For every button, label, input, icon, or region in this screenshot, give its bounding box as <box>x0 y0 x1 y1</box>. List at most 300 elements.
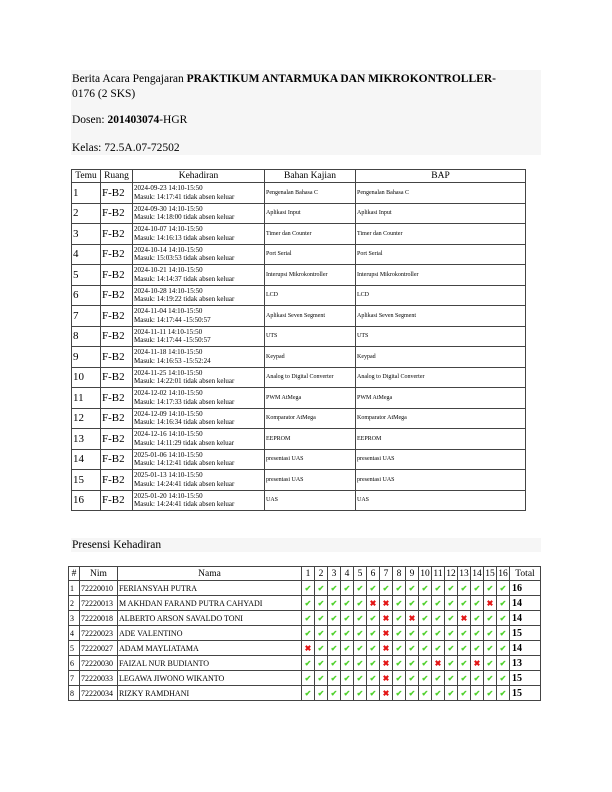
present-check-icon: ✔ <box>393 581 406 596</box>
session-bap: Analog to Digital Converter <box>356 367 526 388</box>
col-meeting-11: 11 <box>433 568 443 579</box>
dosen-line <box>72 113 187 127</box>
student-nim: 72220013 <box>80 596 118 611</box>
present-check-icon: ✔ <box>497 626 510 641</box>
session-bap: presentasi UAS <box>356 449 526 470</box>
session-kehadiran <box>133 224 265 245</box>
session-kehadiran <box>133 265 265 286</box>
session-bahan-kajian: Aplikasi Seven Segment <box>265 306 356 327</box>
session-row <box>72 183 526 204</box>
present-check-icon: ✔ <box>419 626 432 641</box>
present-check-icon: ✔ <box>458 656 471 671</box>
session-masuk: Masuk: 14:16:34 tidak absen keluar <box>134 418 235 427</box>
session-kehadiran <box>133 347 265 368</box>
student-name: ADAM MAYLIATAMA <box>118 641 302 656</box>
present-check-icon: ✔ <box>458 686 471 701</box>
session-kehadiran <box>133 183 265 204</box>
session-bahan-kajian: Komparator AtMega <box>265 408 356 429</box>
student-total: 16 <box>510 581 541 596</box>
present-check-icon: ✔ <box>393 671 406 686</box>
present-check-icon: ✔ <box>393 626 406 641</box>
session-masuk: Masuk: 14:16:53 -15:52:24 <box>134 356 211 365</box>
student-total: 15 <box>510 686 541 701</box>
student-name: FERIANSYAH PUTRA <box>118 581 302 596</box>
present-check-icon: ✔ <box>354 686 367 701</box>
col-ruang: Ruang <box>101 170 133 183</box>
session-masuk: Masuk: 14:16:13 tidak absen keluar <box>134 233 235 242</box>
header-panel <box>71 70 541 155</box>
session-bap: UTS <box>356 326 526 347</box>
session-time: 2024-10-07 14:10-15:50 <box>134 225 203 234</box>
session-bap: Komparator AtMega <box>356 408 526 429</box>
session-masuk: Masuk: 14:22:01 tidak absen keluar <box>134 377 235 386</box>
present-check-icon: ✔ <box>328 596 341 611</box>
session-bap: LCD <box>356 285 526 306</box>
session-bap: Aplikasi Input <box>356 203 526 224</box>
session-masuk: Masuk: 14:14:37 tidak absen keluar <box>134 274 235 283</box>
student-no: 4 <box>69 626 80 641</box>
session-masuk: Masuk: 14:11:29 tidak absen keluar <box>134 438 235 447</box>
session-masuk: Masuk: 14:19:22 tidak absen keluar <box>134 295 235 304</box>
absent-cross-icon: ✖ <box>302 641 315 656</box>
session-time: 2024-09-23 14:10-15:50 <box>134 184 203 193</box>
session-kehadiran <box>133 367 265 388</box>
student-nim: 72220033 <box>80 671 118 686</box>
present-check-icon: ✔ <box>328 686 341 701</box>
session-time: 2024-11-18 14:10-15:50 <box>134 348 203 357</box>
col-total: Total <box>510 567 541 581</box>
session-ruang: F-B2 <box>101 326 133 347</box>
col-bahan-kajian: Bahan Kajian <box>265 170 356 183</box>
session-temu: 2 <box>72 203 101 224</box>
session-kehadiran <box>133 306 265 327</box>
present-check-icon: ✔ <box>484 581 497 596</box>
present-check-icon: ✔ <box>302 611 315 626</box>
present-check-icon: ✔ <box>484 641 497 656</box>
absent-cross-icon: ✖ <box>380 686 393 701</box>
present-check-icon: ✔ <box>341 626 354 641</box>
col-meeting-3: 3 <box>328 567 341 581</box>
present-check-icon: ✔ <box>432 641 445 656</box>
present-check-icon: ✔ <box>497 686 510 701</box>
present-check-icon: ✔ <box>497 581 510 596</box>
present-check-icon: ✔ <box>354 611 367 626</box>
student-nim: 72220030 <box>80 656 118 671</box>
present-check-icon: ✔ <box>406 641 419 656</box>
absent-cross-icon: ✖ <box>380 626 393 641</box>
absent-cross-icon: ✖ <box>458 611 471 626</box>
session-bahan-kajian: UAS <box>265 490 356 511</box>
present-check-icon: ✔ <box>458 641 471 656</box>
attendance-section-title: Presensi Kehadiran <box>72 539 162 551</box>
attendance-row <box>69 611 541 626</box>
student-nim: 72220010 <box>80 581 118 596</box>
col-meeting-6: 6 <box>367 567 380 581</box>
student-total: 14 <box>510 641 541 656</box>
present-check-icon: ✔ <box>445 686 458 701</box>
col-kehadiran: Kehadiran <box>133 170 265 183</box>
present-check-icon: ✔ <box>328 671 341 686</box>
student-no: 1 <box>69 581 80 596</box>
session-bap: UAS <box>356 490 526 511</box>
session-bahan-kajian: Interupsi Mikrokontroller <box>265 265 356 286</box>
present-check-icon: ✔ <box>354 671 367 686</box>
present-check-icon: ✔ <box>432 626 445 641</box>
attendance-row <box>69 641 541 656</box>
session-time: 2024-12-02 14:10-15:50 <box>134 389 203 398</box>
present-check-icon: ✔ <box>445 641 458 656</box>
student-no: 7 <box>69 671 80 686</box>
student-total: 14 <box>510 596 541 611</box>
present-check-icon: ✔ <box>315 581 328 596</box>
present-check-icon: ✔ <box>393 596 406 611</box>
session-temu: 10 <box>72 367 101 388</box>
session-row <box>72 326 526 347</box>
student-no: 3 <box>69 611 80 626</box>
present-check-icon: ✔ <box>471 686 484 701</box>
absent-cross-icon: ✖ <box>380 671 393 686</box>
session-masuk: Masuk: 15:03:53 tidak absen keluar <box>134 254 235 263</box>
student-nim: 72220027 <box>80 641 118 656</box>
session-row <box>72 429 526 450</box>
present-check-icon: ✔ <box>315 626 328 641</box>
session-row <box>72 470 526 491</box>
session-bap: Port Serial <box>356 244 526 265</box>
present-check-icon: ✔ <box>406 581 419 596</box>
present-check-icon: ✔ <box>341 596 354 611</box>
present-check-icon: ✔ <box>341 671 354 686</box>
col-meeting-12: 12 <box>446 568 456 579</box>
present-check-icon: ✔ <box>315 641 328 656</box>
present-check-icon: ✔ <box>341 686 354 701</box>
session-row <box>72 408 526 429</box>
present-check-icon: ✔ <box>315 671 328 686</box>
session-bahan-kajian: presentasi UAS <box>265 470 356 491</box>
col-meeting-2: 2 <box>315 567 328 581</box>
student-no: 6 <box>69 656 80 671</box>
session-bap: EEPROM <box>356 429 526 450</box>
dosen-id: 201403074 <box>107 114 160 126</box>
present-check-icon: ✔ <box>406 626 419 641</box>
present-check-icon: ✔ <box>367 656 380 671</box>
absent-cross-icon: ✖ <box>406 611 419 626</box>
session-bap: presentasi UAS <box>356 470 526 491</box>
absent-cross-icon: ✖ <box>380 611 393 626</box>
attendance-table <box>68 566 541 701</box>
session-time: 2024-10-21 14:10-15:50 <box>134 266 203 275</box>
session-kehadiran <box>133 388 265 409</box>
dosen-suffix: -HGR <box>159 114 188 126</box>
col-bap: BAP <box>356 170 526 183</box>
session-ruang: F-B2 <box>101 449 133 470</box>
kelas-line <box>72 141 180 155</box>
col-meeting-8: 8 <box>393 567 406 581</box>
present-check-icon: ✔ <box>484 671 497 686</box>
present-check-icon: ✔ <box>445 671 458 686</box>
attendance-header-row <box>69 567 541 581</box>
student-total: 15 <box>510 671 541 686</box>
session-masuk: Masuk: 14:18:00 tidak absen keluar <box>134 213 235 222</box>
absent-cross-icon: ✖ <box>380 641 393 656</box>
absent-cross-icon: ✖ <box>484 596 497 611</box>
session-ruang: F-B2 <box>101 470 133 491</box>
present-check-icon: ✔ <box>484 656 497 671</box>
session-kehadiran <box>133 408 265 429</box>
present-check-icon: ✔ <box>484 686 497 701</box>
session-bahan-kajian: Analog to Digital Converter <box>265 367 356 388</box>
session-bahan-kajian: Pengenalan Bahasa C <box>265 183 356 204</box>
session-masuk: Masuk: 14:12:41 tidak absen keluar <box>134 459 235 468</box>
present-check-icon: ✔ <box>458 596 471 611</box>
present-check-icon: ✔ <box>484 611 497 626</box>
session-masuk: Masuk: 14:24:41 tidak absen keluar <box>134 479 235 488</box>
session-temu: 9 <box>72 347 101 368</box>
col-meeting-16: 16 <box>498 568 508 579</box>
session-masuk: Masuk: 14:24:41 tidak absen keluar <box>134 500 235 509</box>
session-ruang: F-B2 <box>101 285 133 306</box>
present-check-icon: ✔ <box>419 686 432 701</box>
present-check-icon: ✔ <box>367 671 380 686</box>
present-check-icon: ✔ <box>315 686 328 701</box>
kelas-label: Kelas: <box>72 142 105 154</box>
present-check-icon: ✔ <box>471 596 484 611</box>
present-check-icon: ✔ <box>445 656 458 671</box>
col-no: # <box>69 567 80 581</box>
present-check-icon: ✔ <box>445 626 458 641</box>
absent-cross-icon: ✖ <box>471 656 484 671</box>
session-temu: 7 <box>72 306 101 327</box>
present-check-icon: ✔ <box>432 611 445 626</box>
present-check-icon: ✔ <box>302 656 315 671</box>
session-bahan-kajian: presentasi UAS <box>265 449 356 470</box>
session-ruang: F-B2 <box>101 203 133 224</box>
present-check-icon: ✔ <box>302 626 315 641</box>
session-temu: 12 <box>72 408 101 429</box>
kelas-value: 72.5A.07-72502 <box>104 142 180 154</box>
present-check-icon: ✔ <box>393 656 406 671</box>
session-bahan-kajian: LCD <box>265 285 356 306</box>
session-ruang: F-B2 <box>101 183 133 204</box>
session-masuk: Masuk: 14:17:33 tidak absen keluar <box>134 397 235 406</box>
session-row <box>72 449 526 470</box>
student-nim: 72220034 <box>80 686 118 701</box>
present-check-icon: ✔ <box>458 626 471 641</box>
session-ruang: F-B2 <box>101 408 133 429</box>
present-check-icon: ✔ <box>432 596 445 611</box>
col-meeting-13: 13 <box>459 568 469 579</box>
present-check-icon: ✔ <box>380 581 393 596</box>
col-meeting-14: 14 <box>472 568 482 579</box>
present-check-icon: ✔ <box>458 671 471 686</box>
session-row <box>72 490 526 511</box>
student-no: 2 <box>69 596 80 611</box>
present-check-icon: ✔ <box>471 641 484 656</box>
present-check-icon: ✔ <box>328 626 341 641</box>
document-title <box>72 72 496 86</box>
title-prefix: Berita Acara Pengajaran <box>72 73 187 85</box>
session-time: 2025-01-20 14:10-15:50 <box>134 491 203 500</box>
student-nim: 72220023 <box>80 626 118 641</box>
student-no: 8 <box>69 686 80 701</box>
dosen-label: Dosen: <box>72 114 108 126</box>
present-check-icon: ✔ <box>419 611 432 626</box>
col-meeting-9: 9 <box>406 567 419 581</box>
col-temu: Temu <box>72 170 101 183</box>
col-nama: Nama <box>118 567 302 581</box>
session-kehadiran <box>133 449 265 470</box>
student-name: LEGAWA JIWONO WIKANTO <box>118 671 302 686</box>
session-time: 2024-11-25 14:10-15:50 <box>134 368 203 377</box>
session-bap: Timer dan Counter <box>356 224 526 245</box>
session-temu: 6 <box>72 285 101 306</box>
session-bahan-kajian: Aplikasi Input <box>265 203 356 224</box>
present-check-icon: ✔ <box>406 671 419 686</box>
session-kehadiran <box>133 203 265 224</box>
session-ruang: F-B2 <box>101 388 133 409</box>
session-bahan-kajian: Timer dan Counter <box>265 224 356 245</box>
present-check-icon: ✔ <box>393 611 406 626</box>
session-kehadiran <box>133 244 265 265</box>
present-check-icon: ✔ <box>497 671 510 686</box>
session-temu: 13 <box>72 429 101 450</box>
session-time: 2024-12-16 14:10-15:50 <box>134 430 203 439</box>
session-bahan-kajian: Port Serial <box>265 244 356 265</box>
present-check-icon: ✔ <box>445 596 458 611</box>
present-check-icon: ✔ <box>354 626 367 641</box>
present-check-icon: ✔ <box>393 686 406 701</box>
present-check-icon: ✔ <box>432 671 445 686</box>
sessions-body <box>72 183 526 511</box>
student-name: RIZKY RAMDHANI <box>118 686 302 701</box>
session-bahan-kajian: Keypad <box>265 347 356 368</box>
session-row <box>72 306 526 327</box>
present-check-icon: ✔ <box>471 671 484 686</box>
present-check-icon: ✔ <box>406 656 419 671</box>
session-time: 2025-01-13 14:10-15:50 <box>134 471 203 480</box>
present-check-icon: ✔ <box>341 581 354 596</box>
session-ruang: F-B2 <box>101 429 133 450</box>
present-check-icon: ✔ <box>497 641 510 656</box>
present-check-icon: ✔ <box>302 596 315 611</box>
present-check-icon: ✔ <box>367 626 380 641</box>
session-ruang: F-B2 <box>101 224 133 245</box>
session-kehadiran <box>133 429 265 450</box>
present-check-icon: ✔ <box>419 656 432 671</box>
present-check-icon: ✔ <box>367 686 380 701</box>
attendance-row <box>69 656 541 671</box>
session-temu: 14 <box>72 449 101 470</box>
session-masuk: Masuk: 14:17:44 -15:50:57 <box>134 315 211 324</box>
present-check-icon: ✔ <box>393 641 406 656</box>
session-row <box>72 347 526 368</box>
session-ruang: F-B2 <box>101 347 133 368</box>
student-name: M AKHDAN FARAND PUTRA CAHYADI <box>118 596 302 611</box>
session-bap: Pengenalan Bahasa C <box>356 183 526 204</box>
col-meeting-1: 1 <box>302 567 315 581</box>
session-row <box>72 285 526 306</box>
session-kehadiran <box>133 490 265 511</box>
absent-cross-icon: ✖ <box>380 596 393 611</box>
present-check-icon: ✔ <box>419 641 432 656</box>
student-no: 5 <box>69 641 80 656</box>
col-meeting-7: 7 <box>380 567 393 581</box>
col-meeting-4: 4 <box>341 567 354 581</box>
session-row <box>72 265 526 286</box>
session-kehadiran <box>133 326 265 347</box>
present-check-icon: ✔ <box>484 626 497 641</box>
present-check-icon: ✔ <box>354 656 367 671</box>
student-name: ADE VALENTINO <box>118 626 302 641</box>
session-time: 2024-10-28 14:10-15:50 <box>134 286 203 295</box>
present-check-icon: ✔ <box>471 581 484 596</box>
present-check-icon: ✔ <box>315 656 328 671</box>
present-check-icon: ✔ <box>302 686 315 701</box>
absent-cross-icon: ✖ <box>432 656 445 671</box>
col-meeting-10: 10 <box>420 568 430 579</box>
present-check-icon: ✔ <box>354 596 367 611</box>
session-temu: 5 <box>72 265 101 286</box>
sessions-table <box>71 169 526 511</box>
present-check-icon: ✔ <box>471 611 484 626</box>
present-check-icon: ✔ <box>315 611 328 626</box>
session-time: 2024-12-09 14:10-15:50 <box>134 409 203 418</box>
session-bap: PWM AtMega <box>356 388 526 409</box>
absent-cross-icon: ✖ <box>367 596 380 611</box>
session-kehadiran <box>133 285 265 306</box>
present-check-icon: ✔ <box>328 641 341 656</box>
session-bahan-kajian: PWM AtMega <box>265 388 356 409</box>
session-ruang: F-B2 <box>101 367 133 388</box>
present-check-icon: ✔ <box>419 596 432 611</box>
session-bap: Keypad <box>356 347 526 368</box>
col-nim: Nim <box>80 567 118 581</box>
session-time: 2025-01-06 14:10-15:50 <box>134 450 203 459</box>
present-check-icon: ✔ <box>328 656 341 671</box>
student-nim: 72220018 <box>80 611 118 626</box>
absent-cross-icon: ✖ <box>380 656 393 671</box>
session-row <box>72 367 526 388</box>
present-check-icon: ✔ <box>458 581 471 596</box>
course-name: PRAKTIKUM ANTARMUKA DAN MIKROKONTROLLER- <box>186 73 496 85</box>
attendance-row <box>69 596 541 611</box>
attendance-row <box>69 671 541 686</box>
session-temu: 16 <box>72 490 101 511</box>
present-check-icon: ✔ <box>354 641 367 656</box>
session-temu: 1 <box>72 183 101 204</box>
attendance-row <box>69 626 541 641</box>
present-check-icon: ✔ <box>497 656 510 671</box>
attendance-section-header <box>71 538 541 552</box>
session-kehadiran <box>133 470 265 491</box>
present-check-icon: ✔ <box>432 686 445 701</box>
present-check-icon: ✔ <box>328 611 341 626</box>
attendance-body <box>69 581 541 701</box>
session-time: 2024-09-30 14:10-15:50 <box>134 204 203 213</box>
present-check-icon: ✔ <box>315 596 328 611</box>
present-check-icon: ✔ <box>497 596 510 611</box>
session-ruang: F-B2 <box>101 244 133 265</box>
sessions-header-row <box>72 170 526 183</box>
session-temu: 8 <box>72 326 101 347</box>
session-temu: 3 <box>72 224 101 245</box>
student-name: FAIZAL NUR BUDIANTO <box>118 656 302 671</box>
session-ruang: F-B2 <box>101 306 133 327</box>
session-bahan-kajian: EEPROM <box>265 429 356 450</box>
present-check-icon: ✔ <box>445 581 458 596</box>
col-meeting-5: 5 <box>354 567 367 581</box>
present-check-icon: ✔ <box>367 611 380 626</box>
session-time: 2024-11-11 14:10-15:50 <box>134 327 203 336</box>
